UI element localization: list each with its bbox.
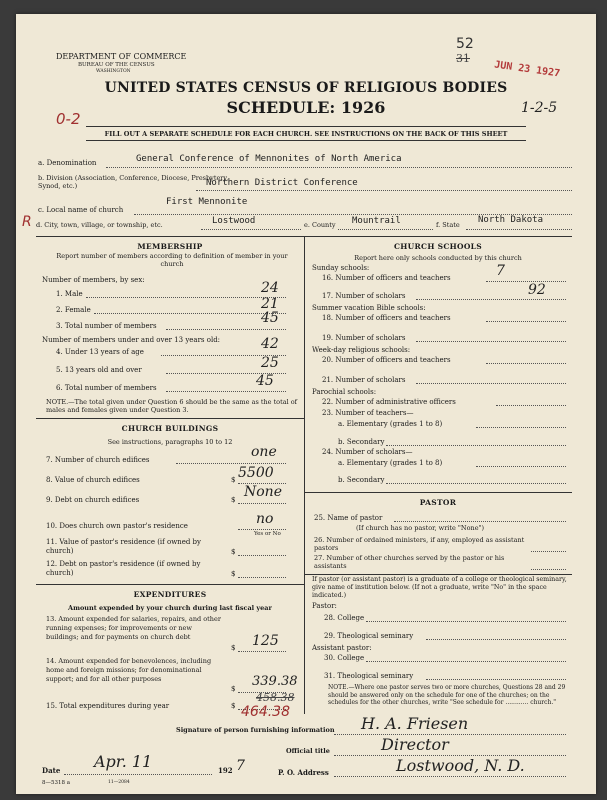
year-digit: 7 xyxy=(236,758,245,774)
q6-label: 6. Total number of members xyxy=(56,384,157,392)
form-title: UNITED STATES CENSUS OF RELIGIOUS BODIES xyxy=(104,80,508,96)
q10-hint: Yes or No xyxy=(254,531,281,537)
q31-label: 31. Theological seminary xyxy=(324,672,414,680)
official-title-value: Director xyxy=(381,735,449,754)
form-code: 8—5318 a xyxy=(42,780,71,786)
received-date-stamp: JUN 23 1927 xyxy=(493,59,561,80)
pastor-heading: PASTOR xyxy=(419,498,457,507)
q5-value: 25 xyxy=(261,355,279,371)
expenditures-heading: EXPENDITURES xyxy=(133,590,207,599)
date-label: Date xyxy=(42,766,61,775)
q13-label: 13. Amount expended for salaries, repairs, and other running expenses; for improvements or new buildings; and for payments on church debt xyxy=(46,615,221,641)
q24a-label: a. Elementary (grades 1 to 8) xyxy=(338,459,443,467)
q8-label: 8. Value of church edifices xyxy=(46,476,140,484)
city-town-value: Lostwood xyxy=(212,216,256,226)
county-label: e. County xyxy=(304,221,336,229)
q12-label: 12. Debt on pastor's residence (if owned by church) xyxy=(46,560,201,577)
asst-pastor-sublabel: Assistant pastor: xyxy=(312,644,372,652)
county-value: Mountrail xyxy=(352,216,401,226)
q2-label: 2. Female xyxy=(56,306,91,314)
q23b-label: b. Secondary xyxy=(338,438,385,446)
by-sex-label: Number of members, by sex: xyxy=(42,276,145,284)
membership-note: Report number of members according to definition of member in your church xyxy=(56,252,288,268)
graduate-note: If pastor (or assistant pastor) is a graduate of a college or theological seminary, give name of institution below. (If not a graduate, write "No" in the space indicated.) xyxy=(312,576,567,599)
dept-label: DEPARTMENT OF COMMERCE xyxy=(56,52,187,61)
q10-value: no xyxy=(256,511,274,527)
q28-label: 28. College xyxy=(324,614,365,622)
q17-value: 92 xyxy=(528,282,546,298)
expenditures-note: Amount expended by your church during last fiscal year xyxy=(68,604,272,612)
buildings-heading: CHURCH BUILDINGS xyxy=(121,424,219,433)
q9-value: None xyxy=(244,484,282,500)
q22-label: 22. Number of administrative officers xyxy=(322,398,456,406)
bureau-label: BUREAU OF THE CENSUS xyxy=(78,62,155,68)
denomination-label: a. Denomination xyxy=(38,159,97,167)
census-schedule-page: DEPARTMENT OF COMMERCE BUREAU OF THE CENSUS WASHINGTON 52 31 JUN 23 1927 UNITED STATES CENSUS OF RELIGIOUS BODIES SCHEDULE: 1926 0-2 1-2-5 FILL OUT A SEPARATE SCHEDULE FOR EACH CHURCH. SEE INSTRUCTIONS ON THE BACK OF THIS SHEET a. Denomination General Conference of Mennonites of North America b. Division (Association, Conference, Diocese, Presbytery, Synod, etc.) Northern District Conference c. Local name of church First Mennonite R d. City, town, village, or township, etc. Lostwood e. County Mountrail f. State North Dakota MEMBERSHIP Report number of members according to definition of member in your church Number of members, by sex: 1. Male 24 2. Female 21 3. Total number of members 45 Number of members under and over 13 years old: 4. Under 13 years of age 42 5. 13 years old and over 25 6. Total number of members 45 NOTE.—The total given under Question 6 should be the same as the total of males and females given under Question 3. CHURCH BUILDINGS See instructions, paragraphs 10 to 12 7. Number of church edifices one 8. Value of church edifices $ 5500 9. Debt on church edifices $ None 10. Does church own pastor's residence no Yes or No 11. Value of pastor's residence (if owned by church) $ 12. Debt on pastor's residence (if owned by church) $ EXPENDITURES Amount expended by your church during last fiscal year 13. Amount expended for salaries, repairs, and other running expenses; for improvements or new buildings; and for payments on church debt $ 125 14. Amount expended for benevolences, including home and foreign missions; for denominational support; and for all other purposes $ 339.38 15. Total expenditures during year $ 458.38 464.38 CHURCH SCHOOLS Report here only schools conducted by this church Sunday schools: 16. Number of officers and teachers 7 17. Number of scholars 92 Summer vacation Bible schools: 18. Number of officers and teachers 19. Number of scholars Week-day religious schools: 20. Number of officers and teachers 21. Number of scholars Parochial schools: 22. Number of administrative officers 23. Number of teachers— a. Elementary (grades 1 to 8) b. Secondary 24. Number of scholars— a. Elementary (grades 1 to 8) b. Secondary PASTOR 25. Name of pastor (If church has no pastor, write "None") 26. Number of ordained ministers, if any, employed as assistant pastors 27. Number of other churches served by the pastor or his assistants If pastor (or assistant pastor) is a graduate of a college or theological seminary, give name of institution below. (If not a graduate, write "No" in the space indicated.) Pastor: 28. College 29. Theological seminary Assistant pastor: 30. College 31. Theological seminary NOTE.—Where one pastor serves two or more churches, Questions 28 and 29 should be answered only on the schedule for one of the churches; on the schedules for the other churches, write "See schedule for ............ church." Signature of person furnishing information H. A. Friesen Official title Director Date Apr. 11 192 7 P. O. Address Lostwood, N. D. 8—5318 a 11—2084 xyxy=(16,14,596,794)
signature-label: Signature of person furnishing information xyxy=(176,726,335,734)
q13-value: 125 xyxy=(252,633,279,649)
po-address-label: P. O. Address xyxy=(278,768,329,777)
pastor-note: NOTE.—Where one pastor serves two or more churches, Questions 28 and 29 should be answered only on the schedule for one of the churches; on the schedules for the other churches, write "See schedule for ............ church." xyxy=(328,684,566,706)
q23a-label: a. Elementary (grades 1 to 8) xyxy=(338,420,443,428)
code-left: 0-2 xyxy=(56,110,81,128)
q16-value: 7 xyxy=(496,263,505,279)
q3-value: 45 xyxy=(261,310,279,326)
summer-label: Summer vacation Bible schools: xyxy=(312,304,426,312)
q14-value: 339.38 xyxy=(252,674,298,689)
q18-label: 18. Number of officers and teachers xyxy=(322,314,451,322)
buildings-note: See instructions, paragraphs 10 to 12 xyxy=(107,438,233,446)
stamp-number-crossed: 31 xyxy=(456,52,470,65)
sunday-label: Sunday schools: xyxy=(312,264,370,272)
city-town-label: d. City, town, village, or township, etc. xyxy=(36,221,163,229)
q27-label: 27. Number of other churches served by the pastor or his assistants xyxy=(314,554,505,570)
membership-heading: MEMBERSHIP xyxy=(137,242,203,251)
weekday-label: Week-day religious schools: xyxy=(312,346,411,354)
q6-note: NOTE.—The total given under Question 6 should be the same as the total of males and females given under Question 3. xyxy=(46,398,298,414)
state-value: North Dakota xyxy=(478,215,544,225)
date-value: Apr. 11 xyxy=(94,752,153,771)
schools-note: Report here only schools conducted by this church xyxy=(354,254,522,262)
q10-label: 10. Does church own pastor's residence xyxy=(46,522,188,530)
q7-label: 7. Number of church edifices xyxy=(46,456,150,464)
q16-label: 16. Number of officers and teachers xyxy=(322,274,451,282)
q26-label: 26. Number of ordained ministers, if any, employed as assistant pastors xyxy=(314,536,525,552)
division-label: b. Division (Association, Conference, Diocese, Presbytery, Synod, etc.) xyxy=(38,174,229,190)
denomination-value: General Conference of Mennonites of North America xyxy=(136,154,402,164)
instruction-line: FILL OUT A SEPARATE SCHEDULE FOR EACH CHURCH. SEE INSTRUCTIONS ON THE BACK OF THIS SHEET xyxy=(104,130,508,138)
q15-value: 464.38 xyxy=(241,704,290,720)
q25-hint: (If church has no pastor, write "None") xyxy=(356,524,485,532)
q20-label: 20. Number of officers and teachers xyxy=(322,356,451,364)
q1-value: 24 xyxy=(261,280,279,296)
margin-mark: R xyxy=(22,214,32,230)
state-label: f. State xyxy=(436,221,460,229)
q15-value-crossed: 458.38 xyxy=(256,691,295,704)
city-label: WASHINGTON xyxy=(96,69,131,74)
q9-label: 9. Debt on church edifices xyxy=(46,496,140,504)
q15-label: 15. Total expenditures during year xyxy=(46,702,170,710)
parochial-label: Parochial schools: xyxy=(312,388,377,396)
q8-value: 5500 xyxy=(238,465,274,481)
q24-label: 24. Number of scholars— xyxy=(322,448,413,456)
pastor-sublabel: Pastor: xyxy=(312,602,337,610)
q19-label: 19. Number of scholars xyxy=(322,334,406,342)
local-name-value: First Mennonite xyxy=(166,197,248,207)
q2-value: 21 xyxy=(261,296,279,312)
q30-label: 30. College xyxy=(324,654,365,662)
q29-label: 29. Theological seminary xyxy=(324,632,414,640)
q1-label: 1. Male xyxy=(56,290,83,298)
q5-label: 5. 13 years old and over xyxy=(56,366,142,374)
schools-heading: CHURCH SCHOOLS xyxy=(394,242,482,251)
q3-label: 3. Total number of members xyxy=(56,322,157,330)
q11-label: 11. Value of pastor's residence (if owned by church) xyxy=(46,538,201,555)
q4-label: 4. Under 13 years of age xyxy=(56,348,144,356)
local-name-label: c. Local name of church xyxy=(38,206,124,214)
division-value: Northern District Conference xyxy=(206,178,358,188)
q6-value: 45 xyxy=(256,373,274,389)
age-heading: Number of members under and over 13 years old: xyxy=(42,336,221,344)
year-prefix: 192 xyxy=(218,766,233,775)
po-address-value: Lostwood, N. D. xyxy=(396,756,525,775)
q4-value: 42 xyxy=(261,336,279,352)
q25-label: 25. Name of pastor xyxy=(314,514,383,522)
q7-value: one xyxy=(251,444,277,460)
q14-label: 14. Amount expended for benevolences, including home and foreign missions; for denominational support; and for all other purposes xyxy=(46,657,212,683)
q21-label: 21. Number of scholars xyxy=(322,376,406,384)
stamp-number: 52 xyxy=(456,36,474,52)
q24b-label: b. Secondary xyxy=(338,476,385,484)
q17-label: 17. Number of scholars xyxy=(322,292,406,300)
form-code-2: 11—2084 xyxy=(108,780,130,785)
signature-value: H. A. Friesen xyxy=(361,714,469,733)
code-right: 1-2-5 xyxy=(521,100,558,116)
q23-label: 23. Number of teachers— xyxy=(322,409,414,417)
form-subtitle: SCHEDULE: 1926 xyxy=(226,98,386,117)
official-title-label: Official title xyxy=(286,747,330,755)
